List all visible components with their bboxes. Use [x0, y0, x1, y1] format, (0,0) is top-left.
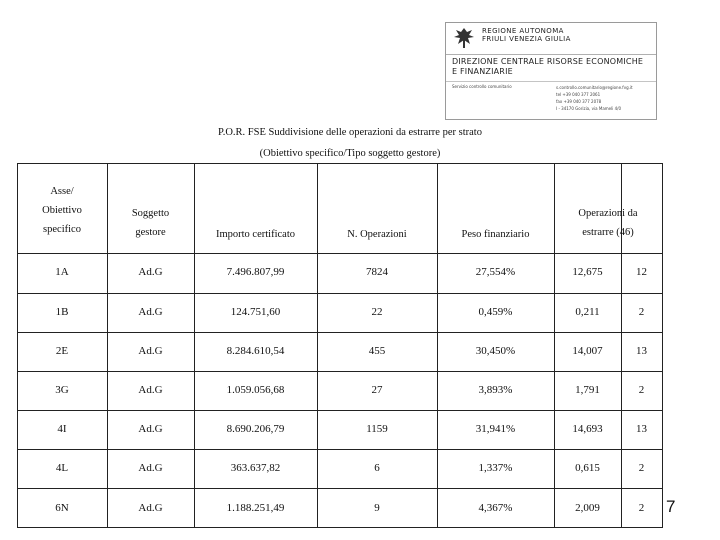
eagle-logo-icon: [453, 26, 475, 50]
header-importo: Importo certificato: [215, 229, 295, 240]
cell-importo: 8.690.206,79: [226, 423, 285, 435]
header-peso: Peso finanziario: [461, 229, 530, 240]
contact-email: s.controllo.comunitario@regione.fvg.it: [556, 85, 633, 90]
service-name: Servizio controllo comunitario: [452, 84, 512, 89]
cell-peso: 1,337%: [478, 462, 513, 474]
cell-operazioni: 1159: [366, 423, 388, 435]
directorate: [452, 57, 643, 77]
cell-asse: 1B: [55, 306, 69, 318]
cell-asse: 3G: [55, 384, 69, 396]
header-estrarre-line-2: estrarre (46): [582, 227, 634, 238]
contact-phone: tel +39 040 377 2061: [556, 92, 601, 97]
cell-asse: 2E: [55, 345, 69, 357]
title-line-1: P.O.R. FSE Suddivisione delle operazioni da estrarre per strato: [218, 127, 482, 138]
contact-fax: fax +39 040 377 2078: [556, 99, 602, 104]
cell-operazioni: 27: [371, 384, 383, 396]
document-title: [140, 122, 560, 164]
header-estrarre: [554, 204, 662, 242]
cell-importo: 124.751,60: [230, 306, 281, 318]
cell-operazioni: 22: [371, 306, 383, 318]
cell-peso: 30,450%: [475, 345, 516, 357]
cell-gestore: Ad.G: [138, 345, 163, 357]
cell-gestore: Ad.G: [138, 266, 163, 278]
directorate-line-1: DIREZIONE CENTRALE RISORSE ECONOMICHE: [452, 57, 644, 66]
cell-operazioni: 9: [374, 502, 380, 514]
cell-valore: 14,007: [572, 345, 603, 357]
cell-peso: 4,367%: [478, 502, 513, 514]
contact-block: [556, 84, 633, 112]
header-soggetto: [107, 204, 194, 242]
cell-operazioni: 7824: [366, 266, 388, 278]
region-line-2: FRIULI VENEZIA GIULIA: [482, 35, 571, 43]
header-soggetto-line-2: gestore: [135, 227, 166, 238]
contact-address: I - 34170 Gorizia, via Mameli 4/0: [556, 106, 622, 111]
header-soggetto-line-1: Soggetto: [131, 208, 170, 219]
cell-valore: 2,009: [575, 502, 600, 514]
cell-importo: 363.637,82: [230, 462, 281, 474]
cell-gestore: Ad.G: [138, 462, 163, 474]
cell-estrarre: 2: [638, 306, 645, 318]
cell-valore: 14,693: [572, 423, 603, 435]
cell-estrarre: 13: [636, 423, 647, 435]
cell-estrarre: 13: [636, 345, 647, 357]
region-name: [482, 27, 571, 43]
cell-gestore: Ad.G: [138, 384, 163, 396]
letterhead-header: [446, 23, 656, 53]
header-asse-line-2: Obiettivo: [42, 205, 82, 216]
header-estrarre-line-1: Operazioni da: [578, 208, 638, 219]
cell-gestore: Ad.G: [138, 423, 163, 435]
cell-peso: 3,893%: [478, 384, 513, 396]
cell-importo: 8.284.610,54: [226, 345, 285, 357]
cell-operazioni: 455: [368, 345, 386, 357]
cell-peso: 0,459%: [478, 306, 513, 318]
cell-gestore: Ad.G: [138, 502, 163, 514]
directorate-line-2: E FINANZIARIE: [452, 67, 513, 76]
cell-valore: 1,791: [575, 384, 600, 396]
cell-peso: 31,941%: [475, 423, 516, 435]
cell-estrarre: 2: [638, 502, 645, 514]
header-asse: [17, 182, 107, 239]
cell-estrarre: 2: [638, 384, 645, 396]
cell-gestore: Ad.G: [138, 306, 163, 318]
cell-importo: 7.496.807,99: [226, 266, 285, 278]
cell-asse: 4I: [57, 423, 67, 435]
header-asse-line-3: specifico: [43, 224, 81, 235]
cell-peso: 27,554%: [475, 266, 516, 278]
cell-estrarre: 12: [636, 266, 647, 278]
cell-asse: 4L: [55, 462, 69, 474]
region-line-1: REGIONE AUTONOMA: [482, 27, 564, 35]
cell-importo: 1.059.056,68: [226, 384, 285, 396]
header-asse-line-1: Asse/: [50, 186, 74, 197]
cell-operazioni: 6: [374, 462, 380, 474]
letterhead: [445, 22, 657, 120]
cell-asse: 1A: [55, 266, 69, 278]
cell-asse: 6N: [55, 502, 69, 514]
cell-importo: 1.188.251,49: [226, 502, 285, 514]
cell-valore: 0,615: [575, 462, 600, 474]
page-number: 7: [666, 497, 676, 516]
cell-valore: 12,675: [572, 266, 603, 278]
title-line-2: (Obiettivo specifico/Tipo soggetto gestore): [259, 148, 441, 159]
header-operazioni: N. Operazioni: [347, 229, 407, 240]
cell-valore: 0,211: [575, 306, 600, 318]
cell-estrarre: 2: [638, 462, 645, 474]
